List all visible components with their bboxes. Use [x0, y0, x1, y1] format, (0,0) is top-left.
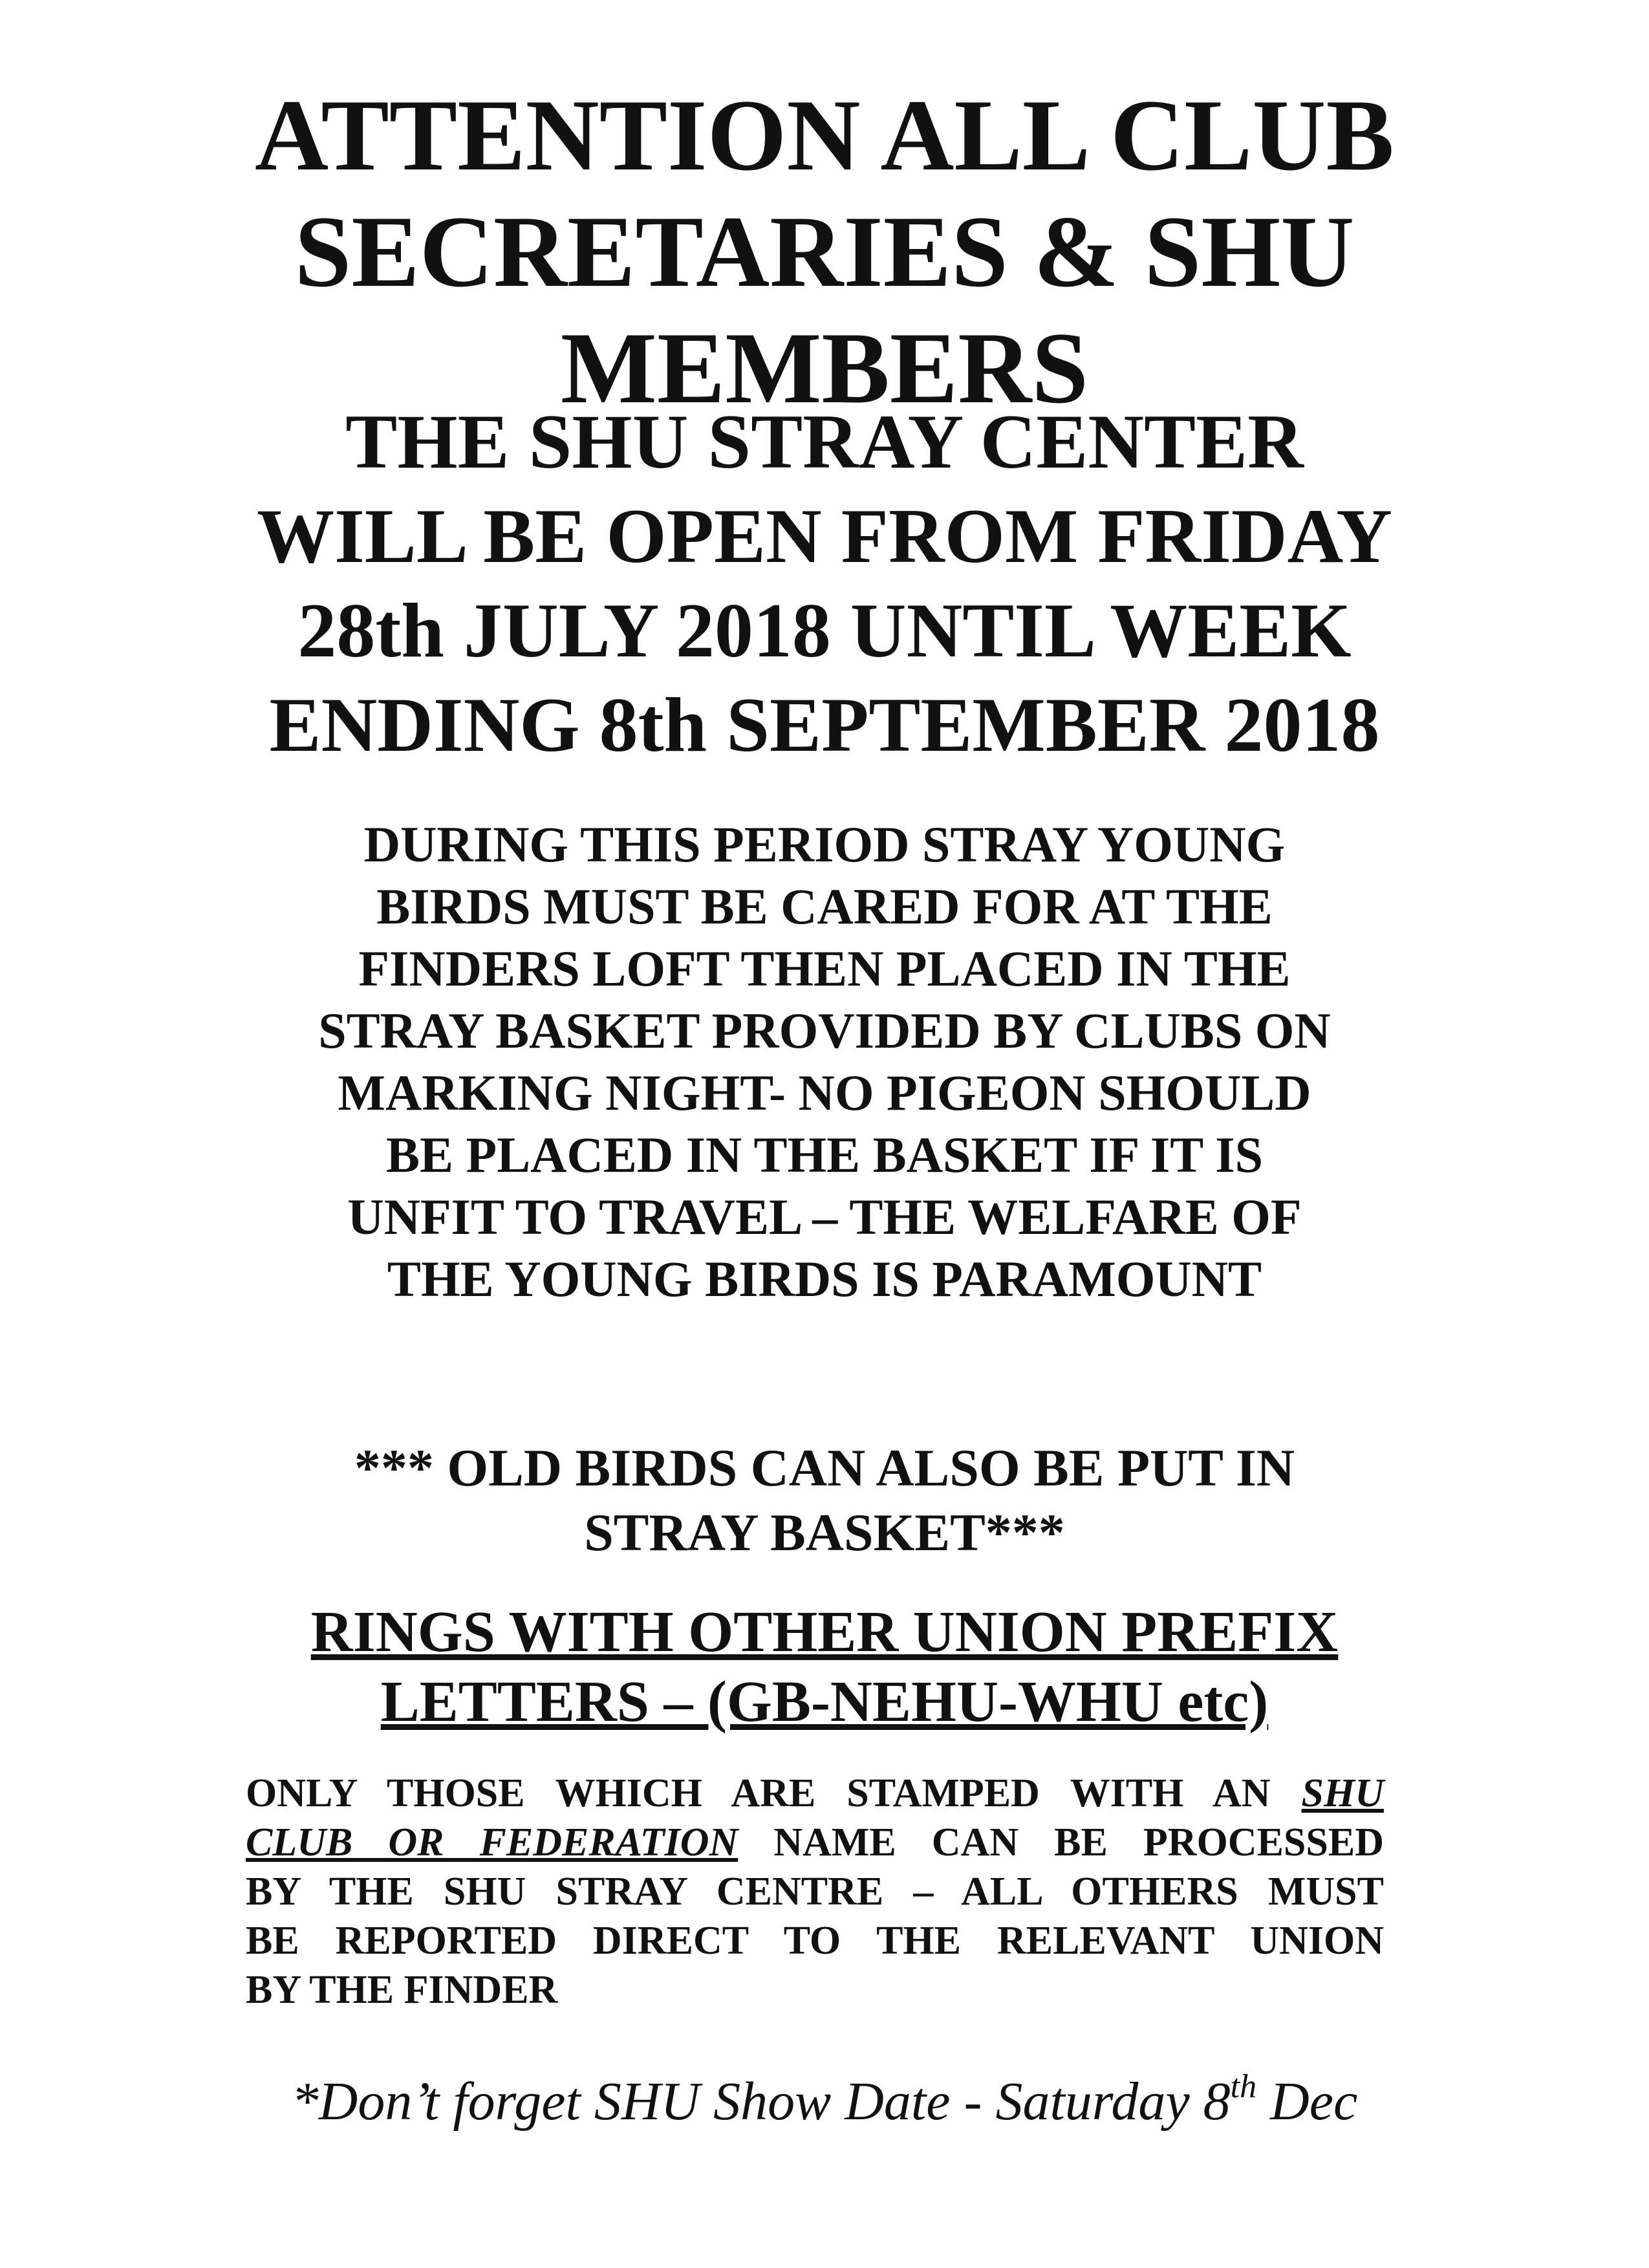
paragraph-line: FINDERS LOFT THEN PLACED IN THE [358, 940, 1291, 997]
announcement-line: WILL BE OPEN FROM FRIDAY [257, 493, 1392, 579]
paragraph-line: STRAY BASKET PROVIDED BY CLUBS ON [318, 1002, 1331, 1059]
footer-suffix: Dec [1256, 2071, 1358, 2132]
main-heading [0, 78, 1649, 427]
paragraph-line [246, 1818, 1384, 1867]
old-birds-note [0, 1436, 1649, 1565]
announcement-line: THE SHU STRAY CENTER [345, 398, 1304, 484]
paragraph-line: DURING THIS PERIOD STRAY YOUNG [363, 816, 1286, 872]
emphasis-text: SHU [1301, 1771, 1384, 1815]
paragraph-line: BE PLACED IN THE BASKET IF IT IS [385, 1127, 1264, 1183]
announcement-line: ENDING 8th SEPTEMBER 2018 [269, 682, 1380, 768]
paragraph-line: BE REPORTED DIRECT TO THE RELEVANT UNION [246, 1919, 1384, 1963]
rings-heading-line: LETTERS – (GB-NEHU-WHU etc) [380, 1670, 1269, 1734]
young-birds-paragraph [0, 814, 1649, 1310]
paragraph-line: UNFIT TO TRAVEL – THE WELFARE OF [347, 1189, 1302, 1245]
heading-line: MEMBERS [560, 312, 1089, 425]
stray-center-announcement [0, 394, 1649, 772]
note-line: STRAY BASKET*** [584, 1503, 1065, 1562]
rings-paragraph [246, 1769, 1384, 2014]
footer-text: *Don’t forget SHU Show Date - Saturday 8 [291, 2071, 1231, 2132]
heading-line: SECRETARIES & SHU [294, 195, 1355, 308]
paragraph-line: BY THE SHU STRAY CENTRE – ALL OTHERS MUST [246, 1870, 1384, 1914]
paragraph-line: THE YOUNG BIRDS IS PARAMOUNT [387, 1251, 1262, 1307]
heading-line: ATTENTION ALL CLUB [255, 79, 1394, 192]
show-date-footer [0, 2069, 1649, 2134]
note-line: *** OLD BIRDS CAN ALSO BE PUT IN [354, 1438, 1295, 1497]
paragraph-text: NAME CAN BE PROCESSED [773, 1820, 1385, 1864]
rings-heading [0, 1597, 1649, 1737]
emphasis-text: CLUB OR FEDERATION [246, 1820, 738, 1864]
rings-heading-line: RINGS WITH OTHER UNION PREFIX [310, 1600, 1339, 1664]
footer-superscript: th [1230, 2068, 1257, 2105]
paragraph-text: ONLY THOSE WHICH ARE STAMPED WITH AN [246, 1771, 1271, 1815]
paragraph-line: MARKING NIGHT- NO PIGEON SHOULD [338, 1064, 1311, 1121]
paragraph-line: BY THE FINDER [246, 1968, 558, 2012]
announcement-line: 28th JULY 2018 UNTIL WEEK [297, 587, 1352, 673]
paragraph-line [246, 1769, 1384, 1818]
paragraph-line: BIRDS MUST BE CARED FOR AT THE [376, 878, 1273, 934]
